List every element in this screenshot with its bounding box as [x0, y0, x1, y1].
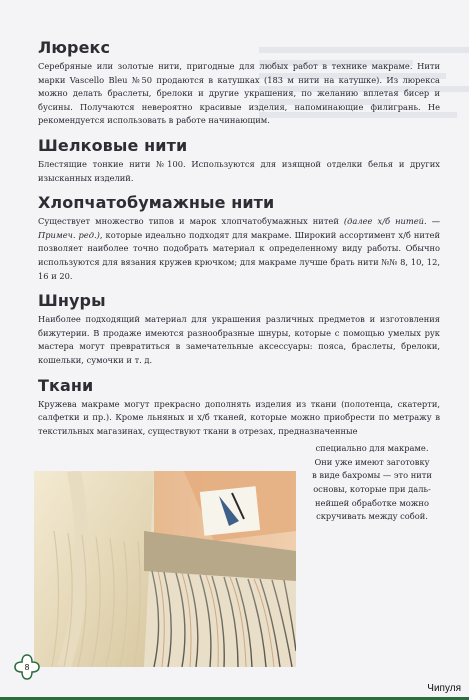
side-line: в виде бахромы — это нити: [312, 470, 432, 481]
page-number-badge: [14, 654, 40, 680]
text-cotton-pre: Существует множество типов и марок хлопчатобумажных нитей: [38, 216, 344, 227]
fringed-fabrics-photo: [34, 471, 296, 667]
section-lurex: [38, 38, 440, 128]
side-line: Они уже имеют заготовку: [314, 456, 430, 467]
section-cotton: [38, 193, 440, 283]
heading-lurex: Люрекс: [38, 38, 111, 57]
section-cords: [38, 291, 440, 367]
heading-fabrics: Ткани: [38, 375, 94, 395]
text-silk: Блестящие тонкие нити №100. Используются для изящной отделки белья и других изысканных изделий.: [38, 158, 440, 183]
text-lurex: Серебряные или золотые нити, пригодные для любых работ в технике макраме. Нити марки Vascello Bleu №50 продаются в катушках (183 м нити на катушке). Из люрекса можно делать браслеты, брелоки и другие украшения, по желанию вплетая бисер и бусины. Получаются невероятно красивые изделия, напоминающие филигрань. Не рекомендуется использовать в работе начинающим.: [38, 61, 440, 126]
text-fabrics: Кружева макраме могут прекрасно дополнять изделия из ткани (полотенца, скатерти, салфетки и пр.). Кроме льняных и х/б тканей, которые можно приобрести по метражу в текстильных магазинах, существуют ткани в отрезах, предназначенные: [38, 398, 440, 436]
text-cotton: [38, 215, 440, 283]
heading-silk: Шелковые нити: [38, 135, 188, 155]
text-cotton-post: , которые идеально подходят для макраме. Широкий ассортимент х/б нитей позволяет наиболее точно подобрать материал к определенному виду работы. Обычно используются для вязания кружев крючком; для макраме лучше брать нити №№ 8, 10, 12, 16 и 20.: [38, 229, 440, 281]
photo-row: [38, 442, 440, 667]
page-number: 8: [24, 662, 30, 672]
text-cords: Наиболее подходящий материал для украшения различных предметов и изготовления бижутерии. В продаже имеются разнообразные шнуры, которые с помощью умелых рук мастера могут превратиться в замечательные аксессуары: пояса, браслеты, брелоки, кошельки, сумочки и т. д.: [38, 314, 440, 365]
side-line: нейшей обработке можно: [315, 497, 429, 508]
side-line: специально для макраме.: [315, 443, 429, 454]
side-line: скручивать между собой.: [316, 511, 428, 522]
section-fabrics: [38, 376, 440, 439]
side-line: основы, которые при даль-: [313, 484, 431, 495]
side-caption: [304, 442, 440, 524]
fabric-fringe-image: [34, 471, 296, 667]
editor-note: (далее х/б нитей. — Примеч. ред.): [38, 216, 440, 240]
watermark: Чипуля: [427, 683, 461, 694]
heading-cotton: Хлопчатобумажные нити: [38, 193, 275, 213]
section-silk: [38, 136, 440, 185]
heading-cords: Шнуры: [38, 291, 106, 311]
page-content: [38, 38, 440, 667]
